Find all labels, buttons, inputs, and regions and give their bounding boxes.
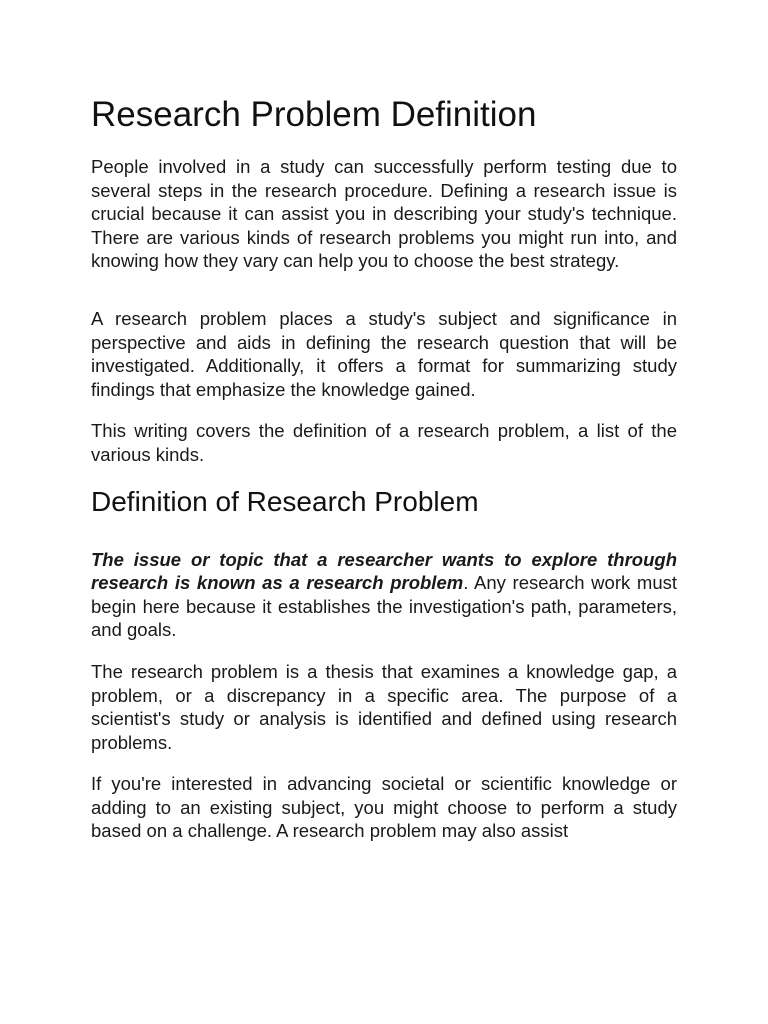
intro-paragraph-1: People involved in a study can successfully perform testing due to several steps in the research procedure. Defining a research issue is crucial because it can assist you in describing your study's technique. There are various kinds of research problems you might run into, and knowing how they vary can help you to choose the best strategy. xyxy=(91,156,677,272)
definition-emphasis: The issue or topic that a researcher wants to explore through research is known as a research problem xyxy=(91,548,677,594)
intro-paragraph-3: This writing covers the definition of a research problem, a list of the various kinds. xyxy=(91,420,677,465)
section-paragraph-2: If you're interested in advancing societal or scientific knowledge or adding to an existing subject, you might choose to perform a study based on a challenge. A research problem may also assist xyxy=(91,773,677,842)
section-paragraph-1: The research problem is a thesis that examines a knowledge gap, a problem, or a discrepancy in a specific area. The purpose of a scientist's study or analysis is identified and defined using research problems. xyxy=(91,660,677,753)
page-title: Research Problem Definition xyxy=(91,95,537,134)
definition-paragraph xyxy=(91,548,677,642)
document-page xyxy=(91,92,677,843)
definition-rest: . Any research work must begin here because it establishes the investigation's path, parameters, and goals. xyxy=(91,572,678,641)
section-heading: Definition of Research Problem xyxy=(91,485,479,517)
intro-paragraph-2: A research problem places a study's subject and significance in perspective and aids in defining the research question that will be investigated. Additionally, it offers a format for summarizing study findings that emphasize the knowledge gained. xyxy=(91,307,677,400)
